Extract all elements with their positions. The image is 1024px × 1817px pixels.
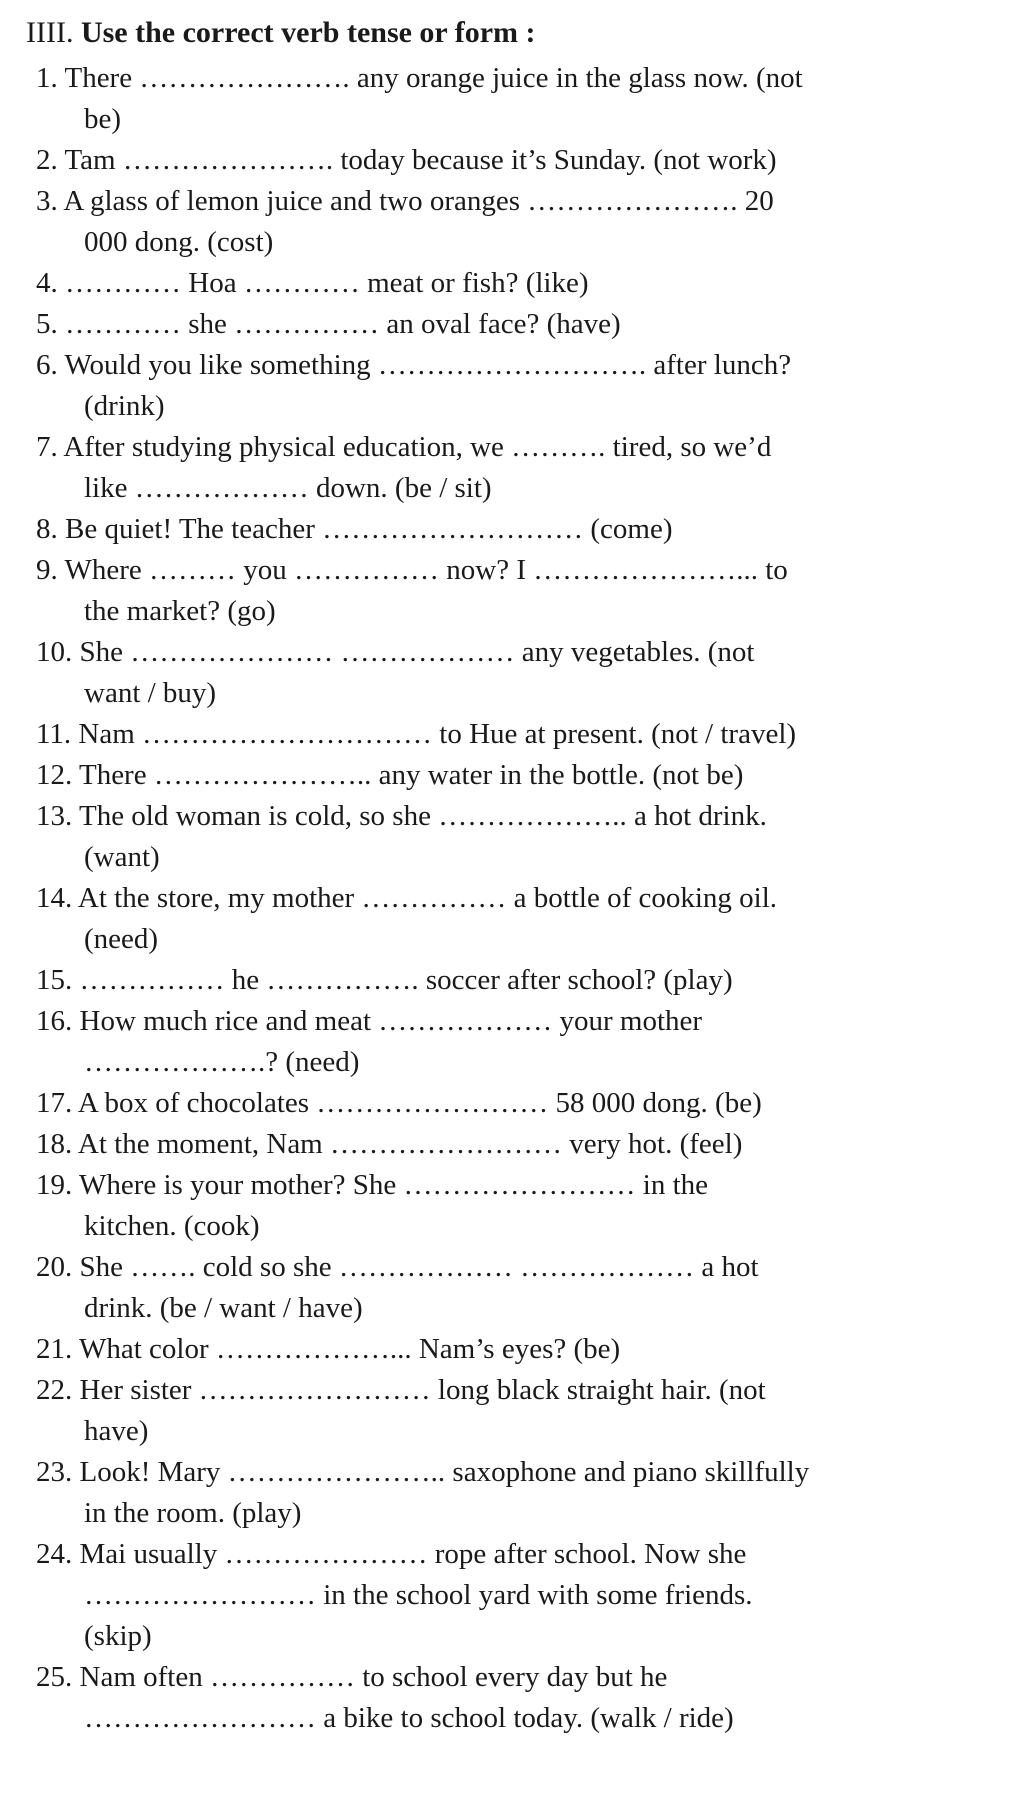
section-heading (26, 14, 536, 52)
exercise-line: 20. She ……. cold so she ……………… ……………… a hot (36, 1251, 759, 1283)
exercise-line: 25. Nam often …………… to school every day but he (36, 1661, 668, 1693)
exercise-line: 6. Would you like something ………………………. after lunch? (36, 349, 792, 381)
exercise-line: 23. Look! Mary ………………….. saxophone and piano skillfully (36, 1456, 810, 1488)
exercise-line: …………………… in the school yard with some friends. (84, 1579, 753, 1611)
exercise-line: 4. ………… Hoa ………… meat or fish? (like) (36, 267, 589, 299)
exercise-line: 3. A glass of lemon juice and two oranges …………………. 20 (36, 185, 774, 217)
exercise-line: 8. Be quiet! The teacher ……………………… (come) (36, 513, 673, 545)
exercise-line: 22. Her sister …………………… long black straight hair. (not (36, 1374, 766, 1406)
exercise-line: 13. The old woman is cold, so she ……………….. a hot drink. (36, 800, 767, 832)
exercise-line: (drink) (84, 390, 165, 422)
exercise-line: 21. What color ………………... Nam’s eyes? (be) (36, 1333, 621, 1365)
section-number: IIII. (26, 16, 74, 49)
exercise-line: the market? (go) (84, 595, 276, 627)
exercise-line: be) (84, 103, 122, 135)
exercise-line: 5. ………… she …………… an oval face? (have) (36, 308, 621, 340)
exercise-line: (want) (84, 841, 160, 873)
exercise-line: 11. Nam ………………………… to Hue at present. (not / travel) (36, 718, 797, 750)
exercise-line: 1. There …………………. any orange juice in the glass now. (not (36, 62, 803, 94)
exercise-line: have) (84, 1415, 149, 1447)
exercise-line: ……………….? (need) (84, 1046, 360, 1078)
exercise-line: 9. Where ……… you …………… now? I …………………... to (36, 554, 788, 586)
exercise-line: 12. There ………………….. any water in the bottle. (not be) (36, 759, 744, 791)
exercise-line: 7. After studying physical education, we ………. tired, so we’d (36, 431, 772, 463)
exercise-line: 000 dong. (cost) (84, 226, 274, 258)
exercise-line: in the room. (play) (84, 1497, 302, 1529)
section-title: Use the correct verb tense or form : (80, 16, 536, 49)
exercise-line: 19. Where is your mother? She …………………… in the (36, 1169, 708, 1201)
exercise-line: 15. …………… he ……………. soccer after school? (play) (36, 964, 733, 996)
exercise-line: 18. At the moment, Nam …………………… very hot. (feel) (36, 1128, 743, 1160)
exercise-line: 10. She ………………… ……………… any vegetables. (not (36, 636, 755, 668)
exercise-line: (need) (84, 923, 159, 955)
exercise-line: 17. A box of chocolates …………………… 58 000 dong. (be) (36, 1087, 762, 1119)
exercise-line: …………………… a bike to school today. (walk / ride) (84, 1702, 734, 1734)
exercise-line: 14. At the store, my mother …………… a bottle of cooking oil. (36, 882, 778, 914)
exercise-line: drink. (be / want / have) (84, 1292, 363, 1324)
exercise-line: 24. Mai usually ………………… rope after school. Now she (36, 1538, 747, 1570)
exercise-line: 2. Tam …………………. today because it’s Sunday. (not work) (36, 144, 777, 176)
exercise-line: want / buy) (84, 677, 217, 709)
exercise-line: 16. How much rice and meat ……………… your mother (36, 1005, 703, 1037)
exercise-line: like ……………… down. (be / sit) (84, 472, 492, 504)
exercise-line: kitchen. (cook) (84, 1210, 260, 1242)
exercise-line: (skip) (84, 1620, 152, 1652)
